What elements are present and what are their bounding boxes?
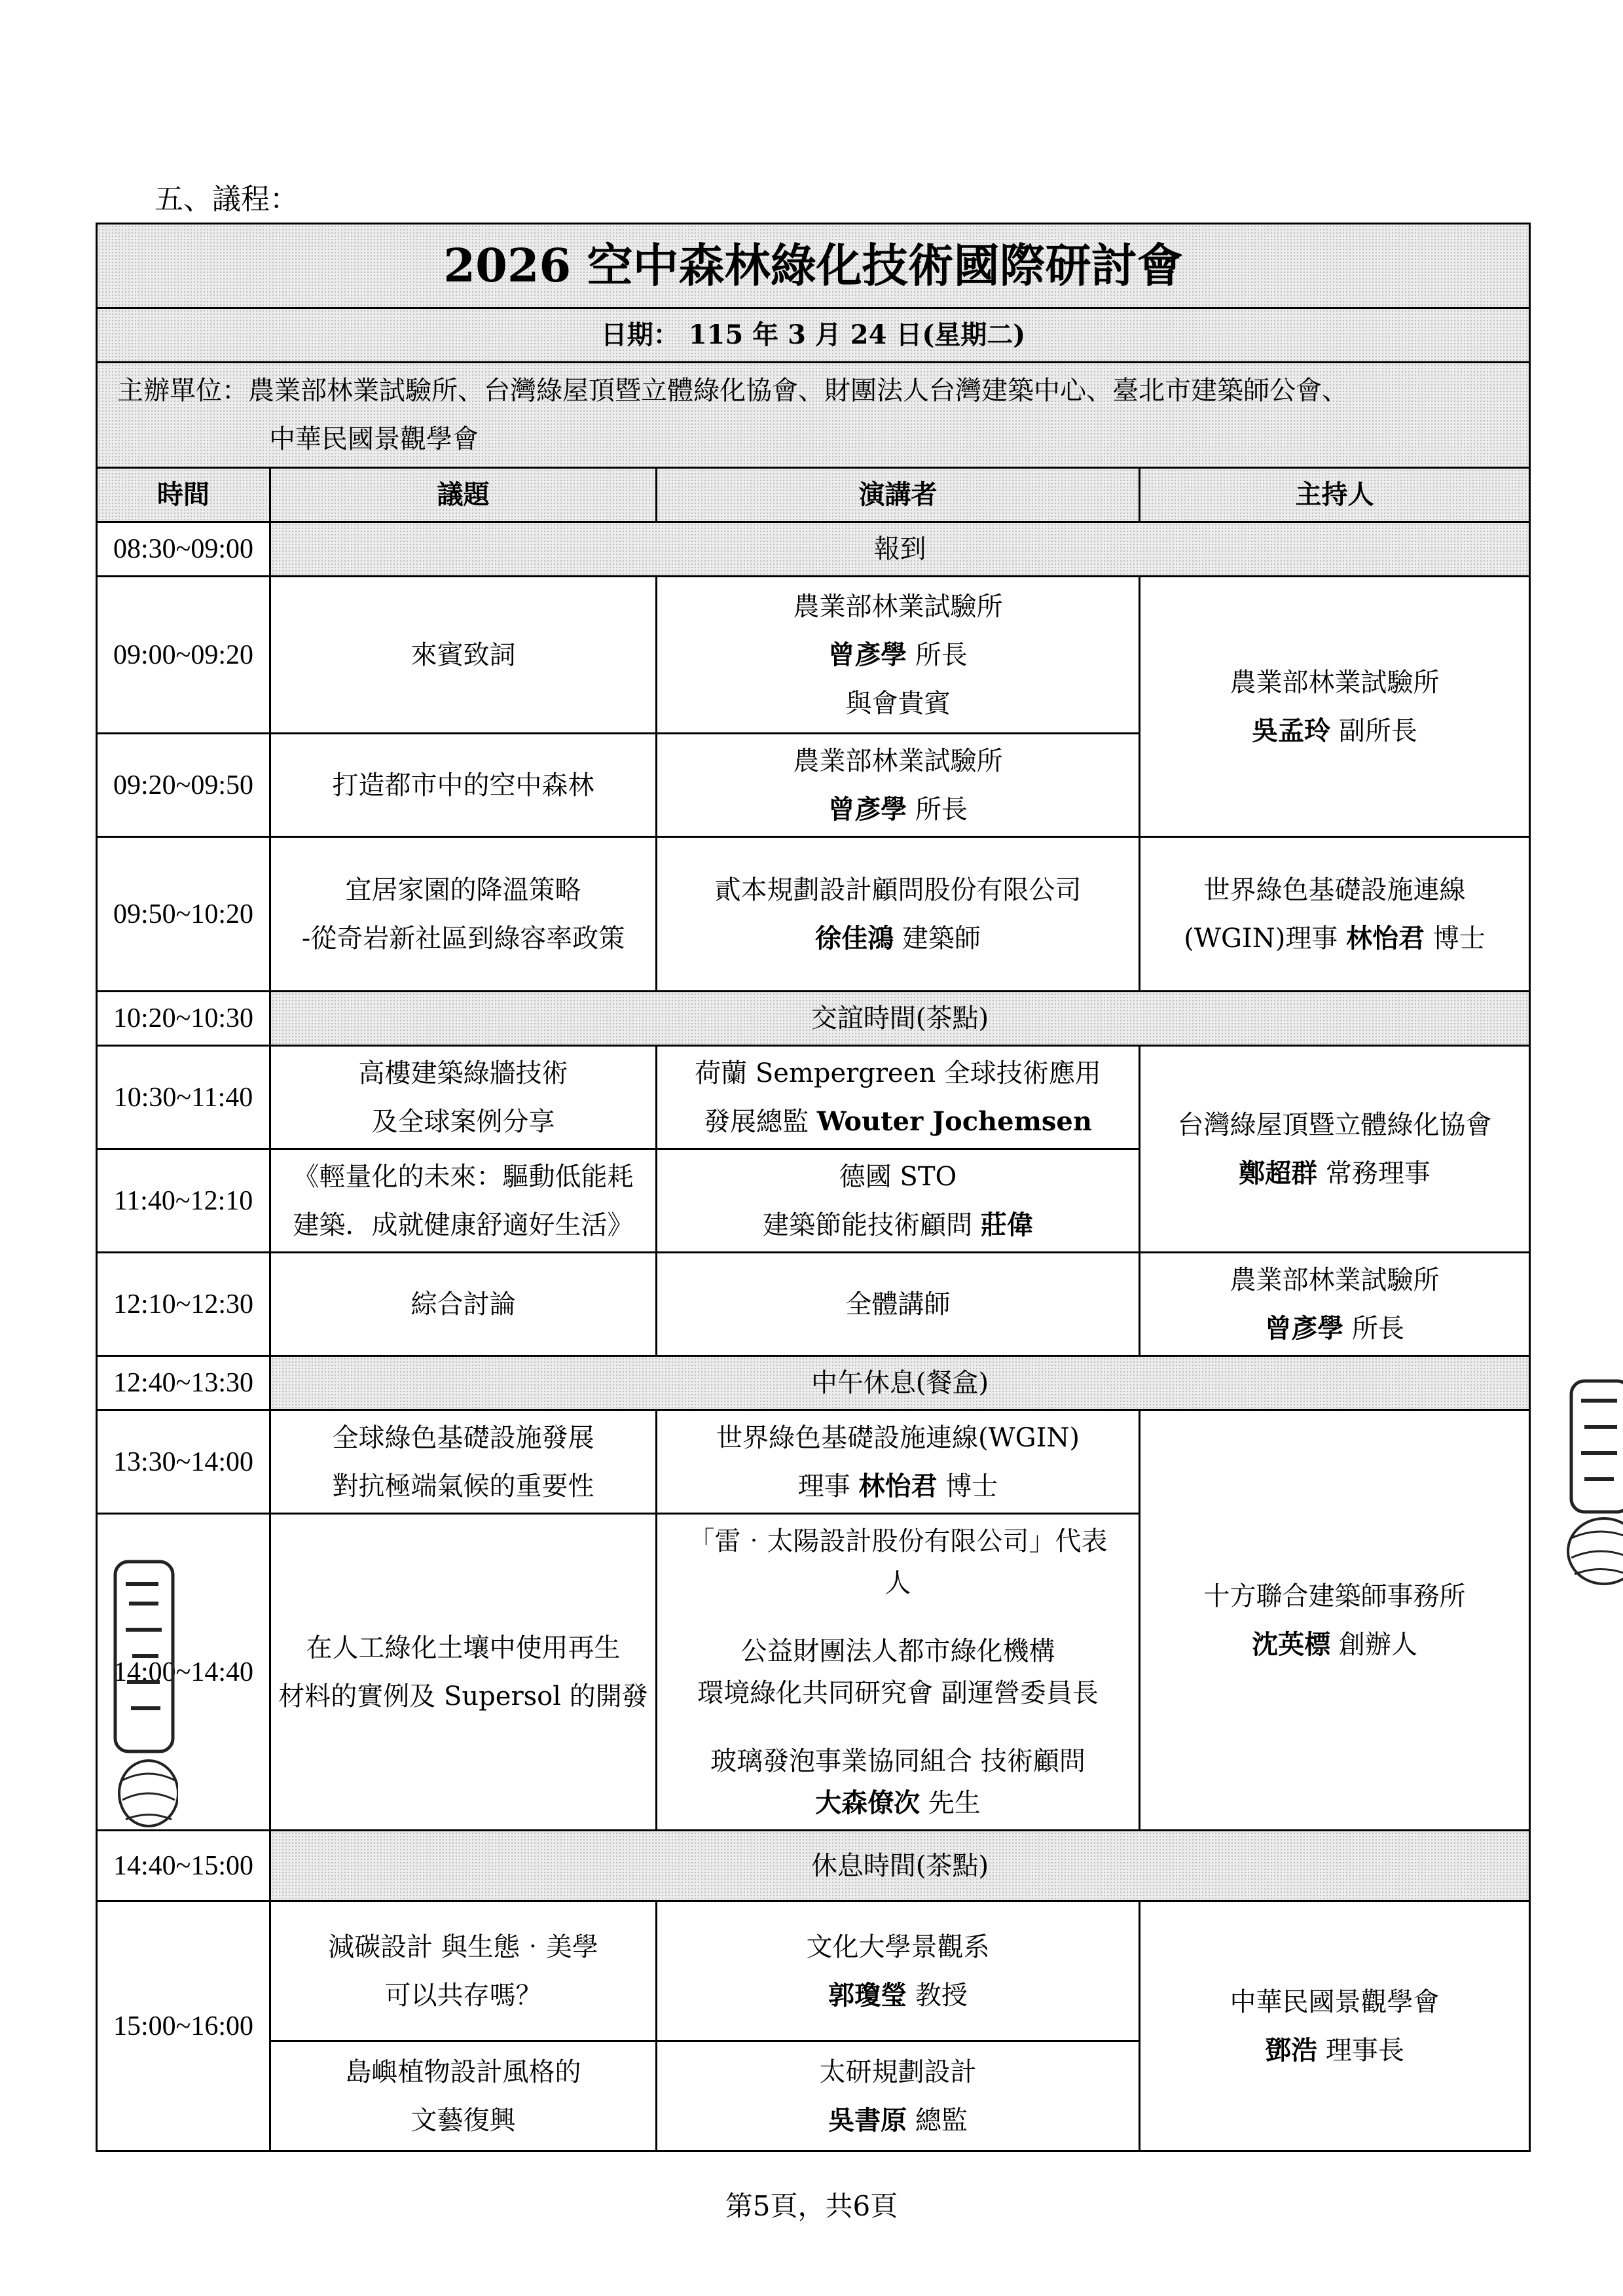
time-cell: 09:50~10:20 xyxy=(97,837,270,992)
organizers-line1: 農業部林業試驗所、台灣綠屋頂暨立體綠化協會、財團法人台灣建築中心、臺北市建築師公會、 xyxy=(248,376,1348,406)
time-cell: 08:30~09:00 xyxy=(97,522,270,577)
topic-line-2: 對抗極端氣候的重要性 xyxy=(332,1471,594,1501)
host-cell xyxy=(1140,837,1530,992)
break-label: 報到 xyxy=(270,522,1530,577)
speaker-name: Wouter Jochemsen xyxy=(816,1105,1092,1137)
host-name: 鄧浩 xyxy=(1265,2034,1318,2066)
speaker-extra: 與會貴賓 xyxy=(845,688,951,719)
speaker-org: 文化大學景觀系 xyxy=(806,1931,990,1962)
host-org: 農業部林業試驗所 xyxy=(1230,1265,1440,1295)
host-title: 常務理事 xyxy=(1325,1158,1431,1189)
topic-cell: 綜合討論 xyxy=(270,1253,657,1356)
host-cell xyxy=(1140,1901,1530,2151)
topic-cell xyxy=(270,1410,657,1514)
topic-cell xyxy=(270,2041,657,2151)
page-footer: 第5頁，共6頁 xyxy=(725,2190,898,2222)
agenda-row xyxy=(97,577,1530,734)
topic-line-1: 全球綠色基礎設施發展 xyxy=(332,1422,594,1453)
host-org: 十方聯合建築師事務所 xyxy=(1203,1581,1466,1611)
speaker-cell xyxy=(657,1046,1140,1149)
header-topic: 議題 xyxy=(270,468,657,522)
speaker-org: 貳本規劃設計顧問股份有限公司 xyxy=(714,874,1082,905)
tea-break-row xyxy=(97,992,1530,1046)
speaker-cell xyxy=(657,1149,1140,1253)
topic-line-2: 建築．成就健康舒適好生活》 xyxy=(293,1210,634,1240)
speaker-line-2: 人 xyxy=(884,1568,911,1598)
agenda-row xyxy=(97,837,1530,992)
lunch-row xyxy=(97,1356,1530,1410)
speaker-name: 吳書原 xyxy=(828,2104,907,2136)
topic-line-2: 可以共存嗎？ xyxy=(384,1980,542,2011)
host-name: 林怡君 xyxy=(1346,922,1425,954)
time-cell: 13:30~14:00 xyxy=(97,1410,270,1514)
header-host: 主持人 xyxy=(1140,468,1530,522)
header-row xyxy=(97,468,1530,522)
speaker-cell xyxy=(657,1901,1140,2041)
topic-cell xyxy=(270,1046,657,1149)
host-name: 鄭超群 xyxy=(1239,1157,1318,1189)
topic-line-1: 高樓建築綠牆技術 xyxy=(358,1058,568,1088)
speaker-cell xyxy=(657,1514,1140,1831)
host-cell xyxy=(1140,1410,1530,1831)
speaker-title: 建築師 xyxy=(902,923,981,954)
host-title: 所長 xyxy=(1351,1313,1404,1344)
host-title: 創辦人 xyxy=(1338,1629,1417,1660)
speaker-org: 荷蘭 Sempergreen 全球技術應用 xyxy=(695,1058,1101,1088)
topic-line-2: 文藝復興 xyxy=(410,2105,516,2136)
time-cell: 11:40~12:10 xyxy=(97,1149,270,1253)
time-cell: 12:40~13:30 xyxy=(97,1356,270,1410)
agenda-table xyxy=(96,223,1531,2152)
speaker-title: 教授 xyxy=(915,1980,968,2011)
speaker-line-3: 公益財團法人都市綠化機構 xyxy=(740,1636,1055,1666)
host-name: 曾彥學 xyxy=(1265,1312,1344,1344)
time-cell: 10:30~11:40 xyxy=(97,1046,270,1149)
agenda-row xyxy=(97,1046,1530,1149)
topic-cell: 來賓致詞 xyxy=(270,577,657,734)
break-label: 中午休息(餐盒) xyxy=(270,1356,1530,1410)
speaker-prefix: 理事 xyxy=(797,1471,850,1501)
topic-cell xyxy=(270,1901,657,2041)
speaker-org: 農業部林業試驗所 xyxy=(793,745,1003,776)
speaker-org: 德國 STO xyxy=(839,1161,957,1192)
speaker-line-1: 「雷‧太陽設計股份有限公司」代表 xyxy=(688,1526,1108,1556)
speaker-title: 總監 xyxy=(915,2105,968,2136)
speaker-name: 曾彥學 xyxy=(828,639,907,670)
speaker-cell xyxy=(657,1410,1140,1514)
host-title: 副所長 xyxy=(1338,715,1417,746)
topic-line-1: 島嶼植物設計風格的 xyxy=(345,2056,581,2087)
header-speaker: 演講者 xyxy=(657,468,1140,522)
time-cell: 15:00~16:00 xyxy=(97,1901,270,2151)
seal-stamp-icon xyxy=(113,1558,178,1839)
organizers-line2: 中華民國景觀學會 xyxy=(269,424,479,454)
time-cell: 12:10~12:30 xyxy=(97,1253,270,1356)
speaker-line-5: 玻璃發泡事業協同組合 技術顧問 xyxy=(710,1746,1085,1776)
host-cell xyxy=(1140,1046,1530,1253)
time-cell: 14:00~14:40 xyxy=(97,1514,270,1831)
speaker-name: 林怡君 xyxy=(858,1470,938,1501)
host-org: 中華民國景觀學會 xyxy=(1230,1986,1440,2017)
topic-cell: 打造都市中的空中森林 xyxy=(270,734,657,837)
time-cell: 09:00~09:20 xyxy=(97,577,270,734)
speaker-name: 徐佳鴻 xyxy=(815,922,894,954)
time-cell: 09:20~09:50 xyxy=(97,734,270,837)
topic-line-1: 宜居家園的降溫策略 xyxy=(345,874,581,905)
organizers xyxy=(97,363,1530,468)
host-prefix: (WGIN)理事 xyxy=(1184,923,1338,954)
speaker-cell xyxy=(657,734,1140,837)
host-org: 台灣綠屋頂暨立體綠化協會 xyxy=(1177,1109,1492,1140)
conference-title: 2026 空中森林綠化技術國際研討會 xyxy=(97,224,1530,308)
topic-line-1: 在人工綠化土壤中使用再生 xyxy=(306,1632,621,1663)
host-org: 世界綠色基礎設施連線 xyxy=(1203,874,1466,905)
speaker-title: 所長 xyxy=(915,639,968,670)
topic-cell xyxy=(270,837,657,992)
speaker-title: 建築節能技術顧問 xyxy=(763,1210,973,1240)
tea-break-row xyxy=(97,1831,1530,1901)
topic-line-2: -從奇岩新社區到綠容率政策 xyxy=(301,923,625,954)
speaker-cell xyxy=(657,2041,1140,2151)
speaker-line-4: 環境綠化共同研究會 副運營委員長 xyxy=(697,1677,1099,1708)
host-org: 農業部林業試驗所 xyxy=(1230,667,1440,698)
agenda-row xyxy=(97,1901,1530,2041)
speaker-cell: 全體講師 xyxy=(657,1253,1140,1356)
speaker-title: 所長 xyxy=(915,794,968,825)
break-label: 交誼時間(茶點) xyxy=(270,992,1530,1046)
speaker-org: 農業部林業試驗所 xyxy=(793,591,1003,622)
organizers-label: 主辦單位： xyxy=(117,376,248,406)
speaker-cell xyxy=(657,837,1140,992)
section-heading: 五、議程： xyxy=(155,183,299,216)
topic-cell xyxy=(270,1514,657,1831)
host-cell xyxy=(1140,1253,1530,1356)
topic-cell xyxy=(270,1149,657,1253)
topic-line-2: 及全球案例分享 xyxy=(371,1106,555,1137)
header-time: 時間 xyxy=(97,468,270,522)
speaker-name: 大森僚次 xyxy=(815,1787,921,1818)
topic-line-1: 減碳設計 與生態‧美學 xyxy=(328,1931,598,1962)
speaker-title: 先生 xyxy=(928,1787,981,1818)
agenda-row xyxy=(97,1410,1530,1514)
speaker-title: 發展總監 xyxy=(704,1106,809,1137)
topic-line-2: 材料的實例及 Supersol 的開發 xyxy=(278,1681,648,1712)
topic-line-1: 《輕量化的未來：驅動低能耗 xyxy=(293,1161,634,1192)
host-title: 理事長 xyxy=(1325,2035,1404,2066)
speaker-title: 博士 xyxy=(945,1471,998,1501)
speaker-name: 曾彥學 xyxy=(828,793,907,825)
host-title: 博士 xyxy=(1432,923,1486,954)
event-date: 日期： 115 年 3 月 24 日(星期二) xyxy=(97,308,1530,363)
speaker-org: 世界綠色基礎設施連線(WGIN) xyxy=(716,1422,1080,1453)
seal-stamp-icon xyxy=(1552,1374,1623,1590)
time-cell: 14:40~15:00 xyxy=(97,1831,270,1901)
break-label: 休息時間(茶點) xyxy=(270,1831,1530,1901)
time-cell: 10:20~10:30 xyxy=(97,992,270,1046)
host-name: 沈英標 xyxy=(1252,1628,1331,1660)
agenda-row xyxy=(97,1253,1530,1356)
speaker-name: 郭瓊瑩 xyxy=(828,1979,907,2011)
speaker-cell xyxy=(657,577,1140,734)
host-name: 吳孟玲 xyxy=(1252,715,1331,746)
checkin-row xyxy=(97,522,1530,577)
host-cell xyxy=(1140,577,1530,837)
speaker-org: 太研規劃設計 xyxy=(819,2056,977,2087)
speaker-name: 莊偉 xyxy=(980,1209,1033,1240)
